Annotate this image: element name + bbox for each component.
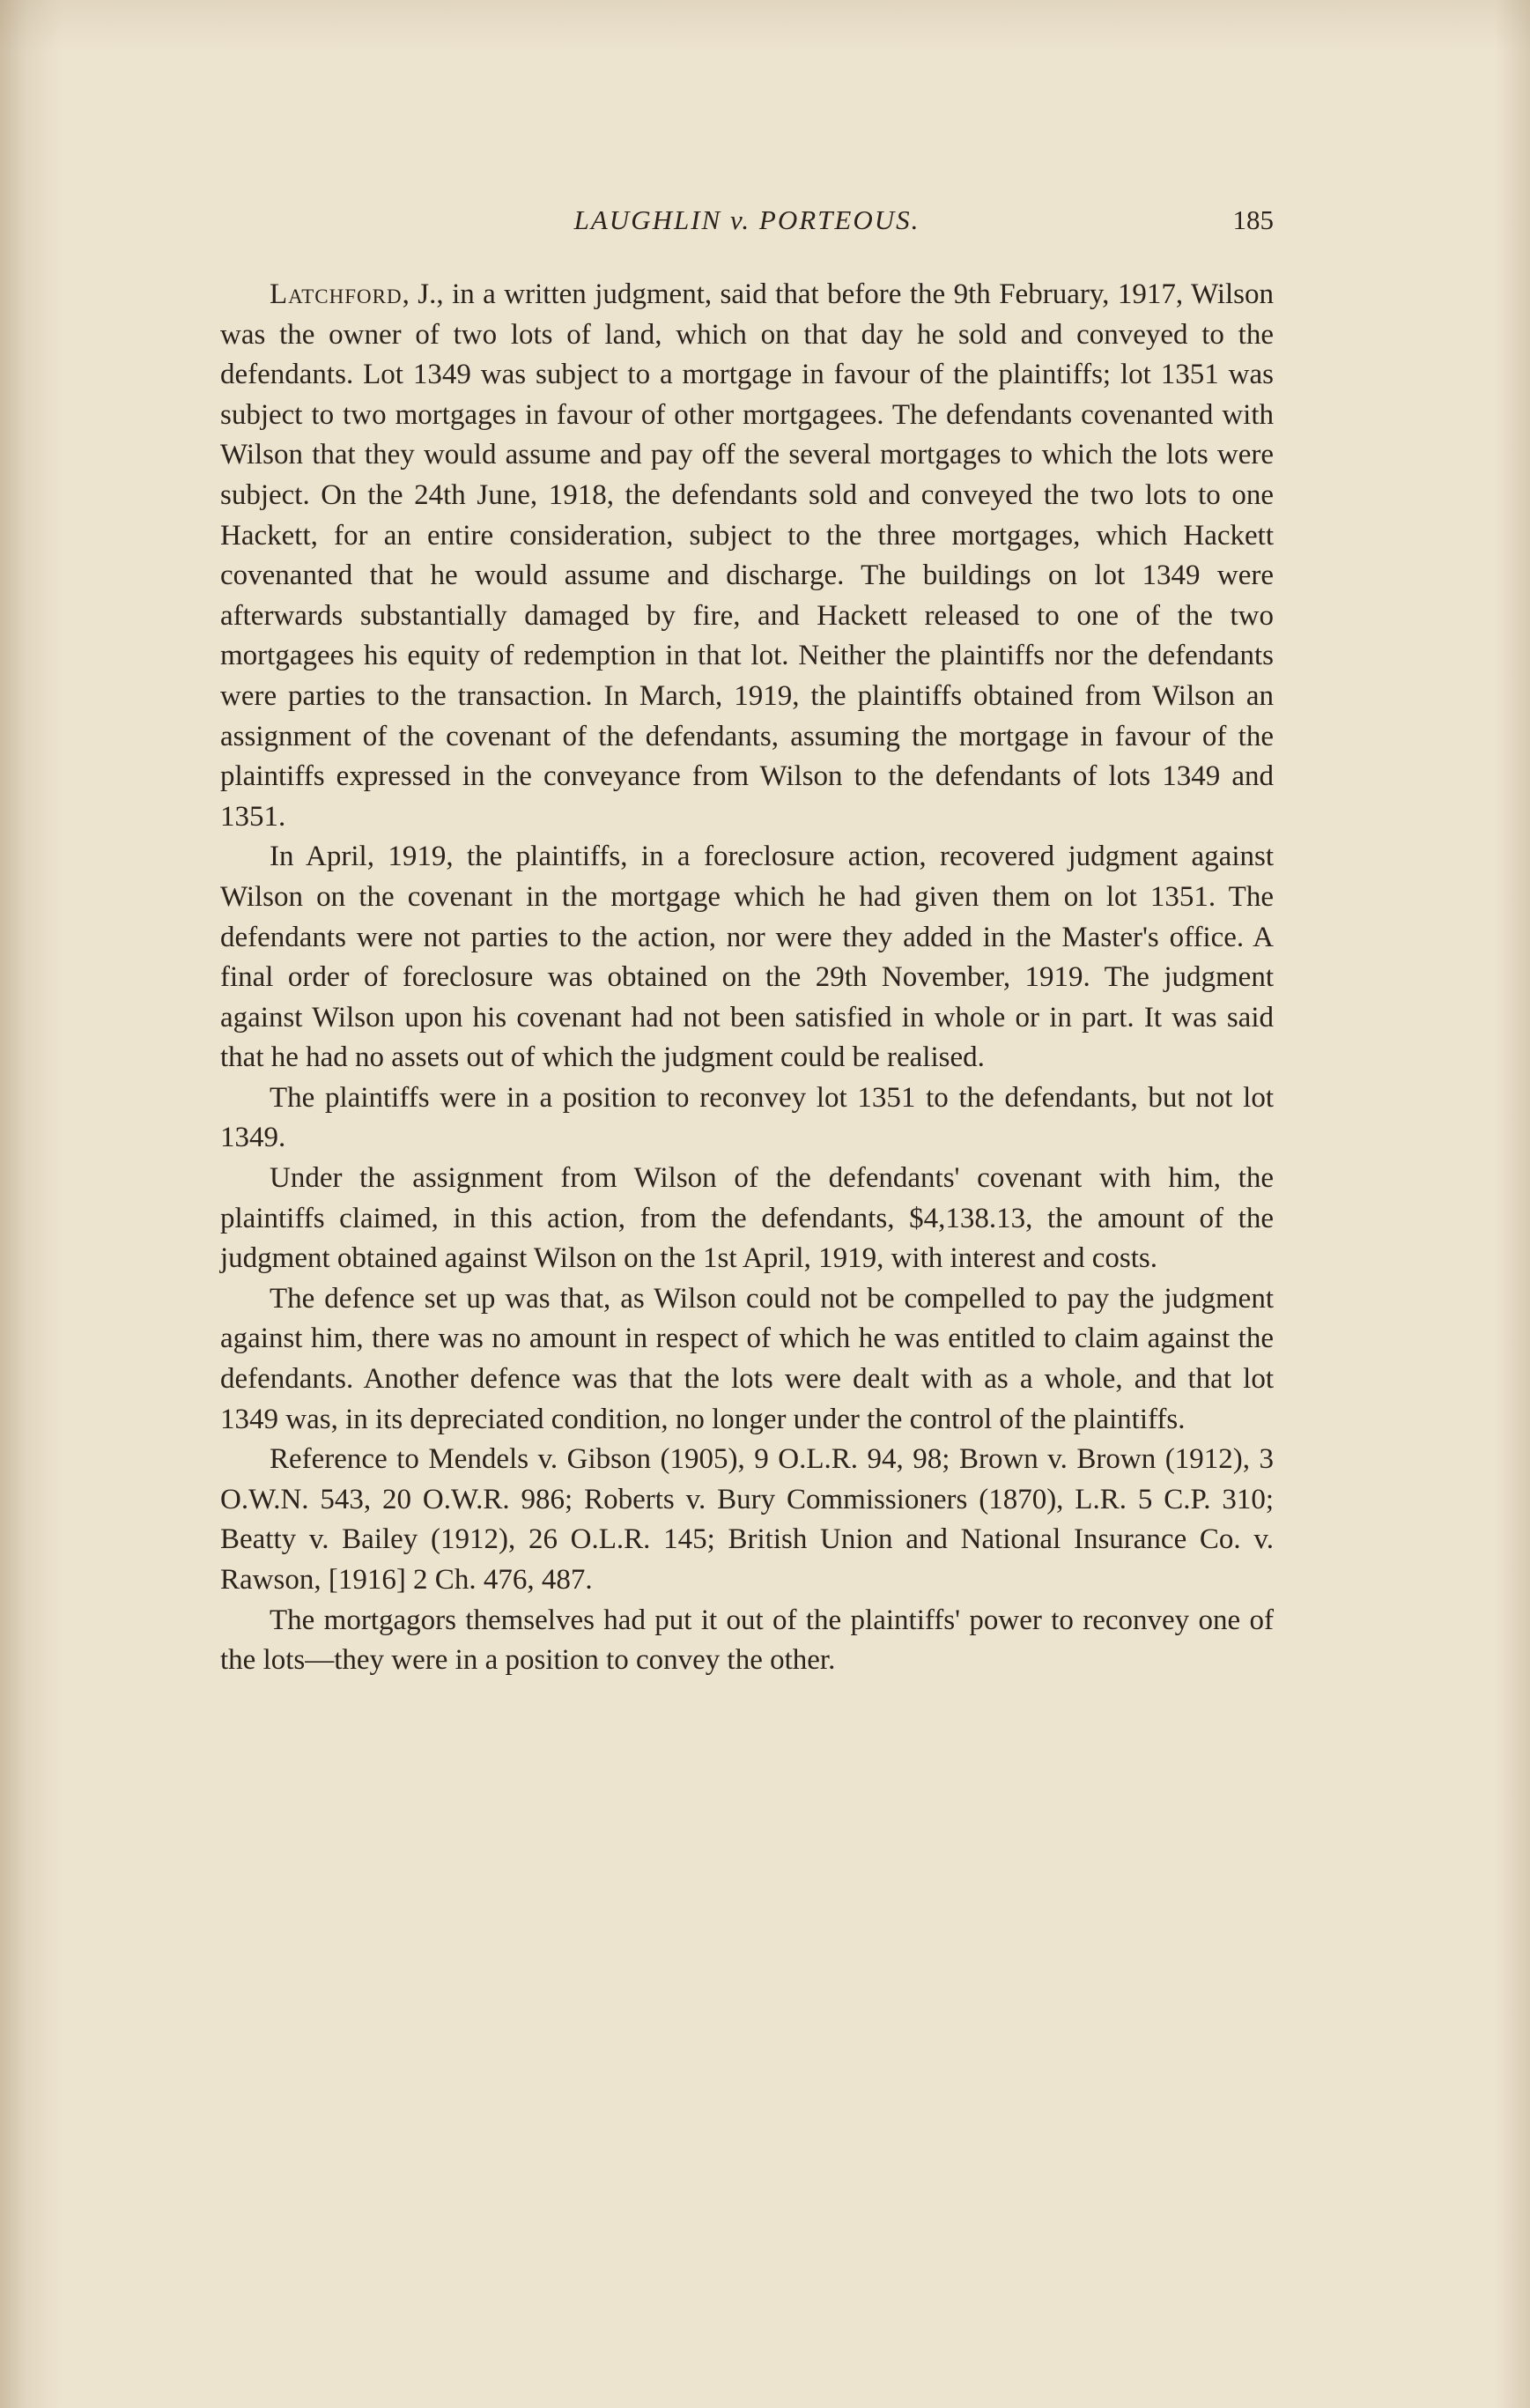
body-text bbox=[220, 275, 1274, 1681]
paragraph-1 bbox=[220, 275, 1274, 837]
running-head bbox=[220, 198, 1274, 242]
running-title: LAUGHLIN v. PORTEOUS. bbox=[573, 204, 920, 235]
judge-name: Latchford bbox=[270, 278, 403, 310]
paragraph-1-text: , J., in a written judgment, said that before the 9th February, 1917, Wilson was the owner of two lots of land, which on that day he sold and conveyed to the defendants. Lot 1349 was subject to a mortgage in favour of the plaintiffs; lot 1351 was subject to two mortgages in favour of other mortgagees. The defendants covenanted with Wilson that they would assume and pay off the several mortgages to which the lots were subject. On the 24th June, 1918, the defendants sold and conveyed the two lots to one Hackett, for an entire consideration, subject to the three mortgages, which Hackett covenanted that he would assume and discharge. The buildings on lot 1349 were afterwards substantially damaged by fire, and Hackett released to one of the two mortgagees his equity of redemption in that lot. Neither the plaintiffs nor the defendants were parties to the transaction. In March, 1919, the plaintiffs obtained from Wilson an assignment of the covenant of the defendants, assuming the mortgage in favour of the plaintiffs expressed in the conveyance from Wilson to the defendants of lots 1349 and 1351. bbox=[220, 278, 1274, 833]
page-number: 185 bbox=[1232, 204, 1274, 235]
paragraph-4: Under the assignment from Wilson of the defendants' covenant with him, the plaintiffs claimed, in this action, from the defendants, $4,138.13, the amount of the judgment obtained against Wilson on the 1st April, 1919, with interest and costs. bbox=[220, 1162, 1274, 1275]
paragraph-6: Reference to Mendels v. Gibson (1905), 9 O.L.R. 94, 98; Brown v. Brown (1912), 3 O.W.N. 543, 20 O.W.R. 986; Roberts v. Bury Commissioners (1870), L.R. 5 C.P. 310; Beatty v. Bailey (1912), 26 O.L.R. 145; British Union and National Insurance Co. v. Rawson, [1916] 2 Ch. 476, 487. bbox=[220, 1443, 1274, 1596]
paragraph-7: The mortgagors themselves had put it out of the plaintiffs' power to reconvey one of the lots—they were in a position to convey the other. bbox=[220, 1604, 1274, 1677]
paragraph-2: In April, 1919, the plaintiffs, in a foreclosure action, recovered judgment against Wilson on the covenant in the mortgage which he had given them on lot 1351. The defendants were not parties to the action, nor were they added in the Master's office. A final order of foreclosure was obtained on the 29th November, 1919. The judgment against Wilson upon his covenant had not been satisfied in whole or in part. It was said that he had no assets out of which the judgment could be realised. bbox=[220, 841, 1274, 1074]
paragraph-3: The plaintiffs were in a position to reconvey lot 1351 to the defendants, but not lot 1349. bbox=[220, 1081, 1274, 1154]
paragraph-5: The defence set up was that, as Wilson could not be compelled to pay the judgment against him, there was no amount in respect of which he was entitled to claim against the defendants. Another defence was that the lots were dealt with as a whole, and that lot 1349 was, in its depreciated condition, no longer under the control of the plaintiffs. bbox=[220, 1282, 1274, 1435]
